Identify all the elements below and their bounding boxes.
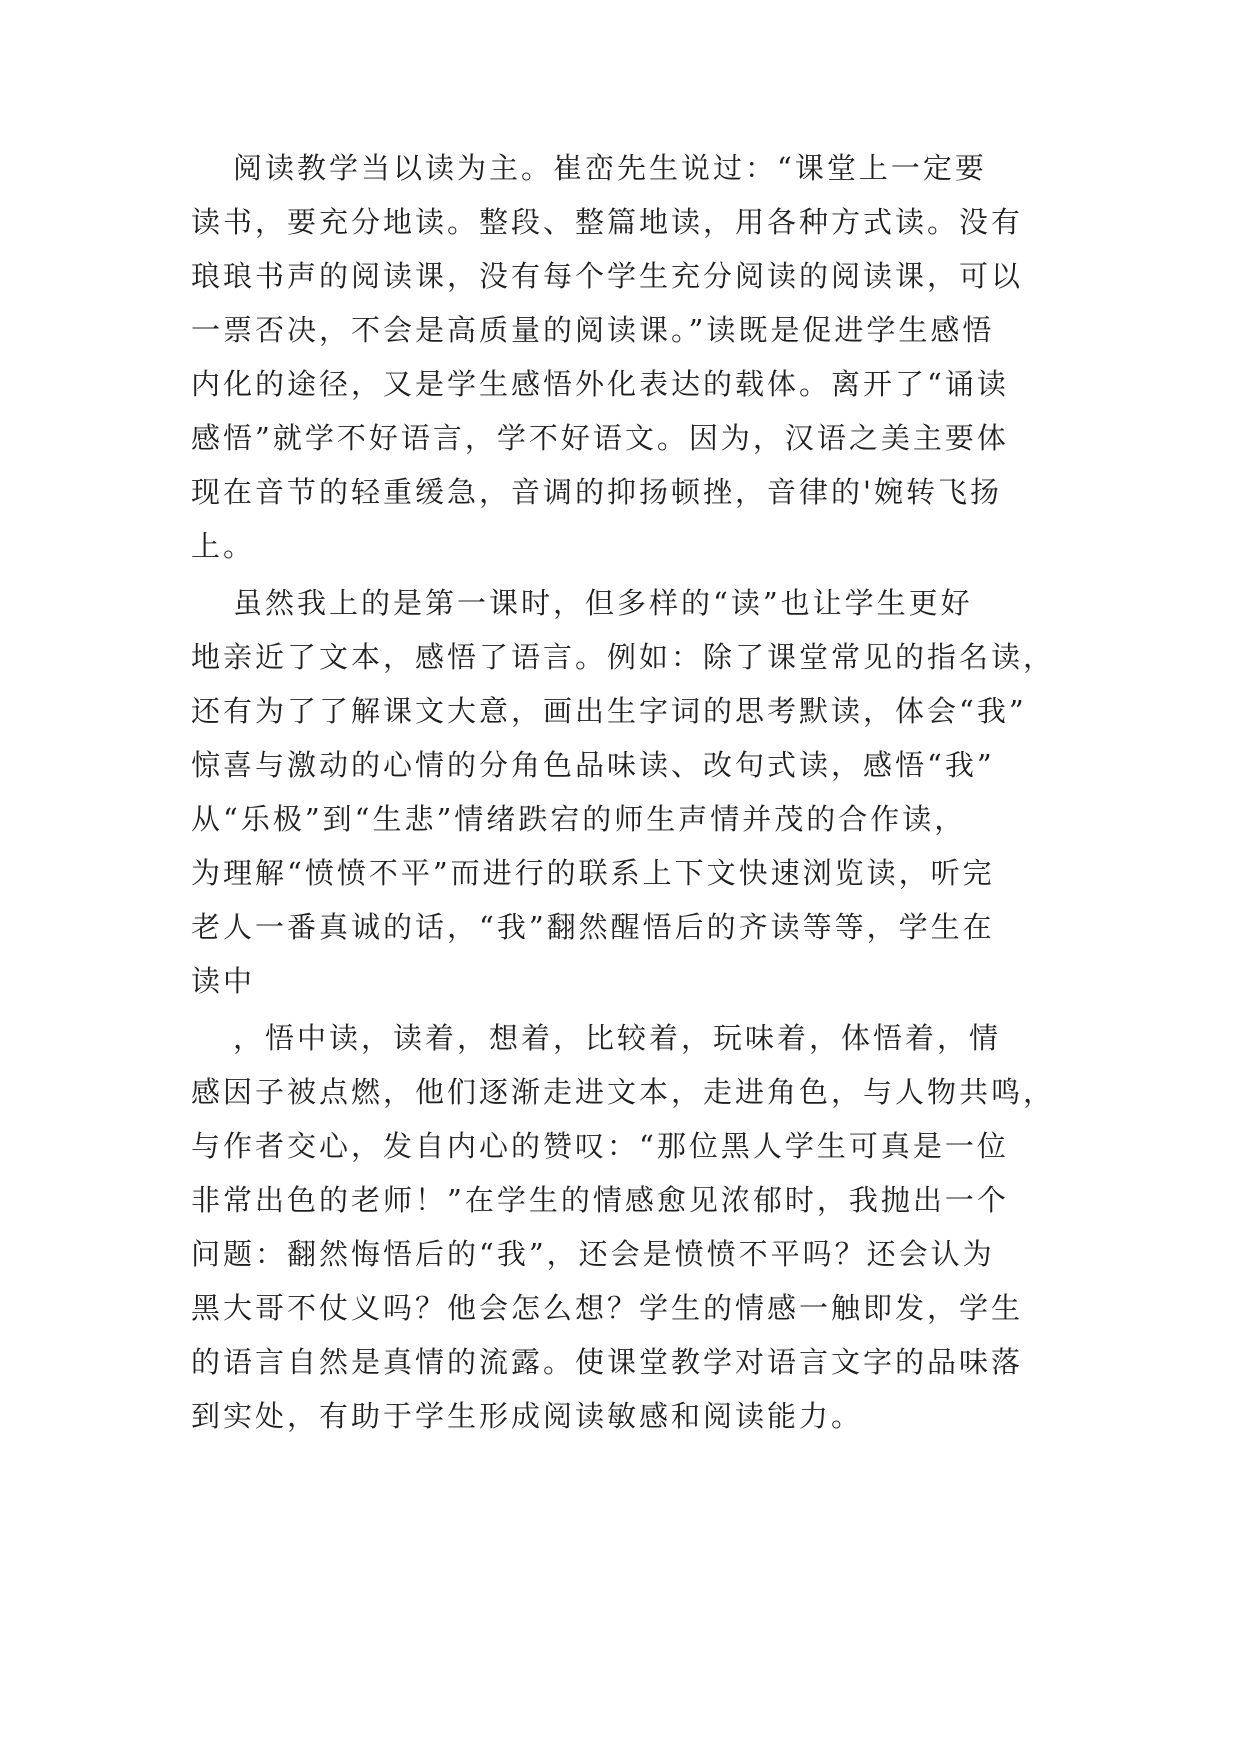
paragraph-line: 琅琅书声的阅读课，没有每个学生充分阅读的阅读课，可以: [191, 259, 1024, 293]
paragraph-line: 感因子被点燃，他们逐渐走进文本，走进角色，与人物共鸣，: [191, 1075, 1056, 1109]
paragraph-line: 内化的途径，又是学生感悟外化表达的载体。离开了“诵读: [191, 367, 1009, 401]
paragraph-line: 一票否决，不会是高质量的阅读课。”读既是促进学生感悟: [191, 313, 995, 347]
paragraph-line: 黑大哥不仗义吗？他会怎么想？学生的情感一触即发，学生: [191, 1291, 1024, 1325]
paragraph-line: 地亲近了文本，感悟了语言。例如：除了课堂常见的指名读，: [191, 640, 1056, 674]
paragraph-line: ，悟中读，读着，想着，比较着，玩味着，体悟着，情: [233, 1021, 1002, 1055]
paragraph-line: 惊喜与激动的心情的分角色品味读、改句式读，感悟“我”: [191, 748, 995, 782]
paragraph-line: 为理解“愤愤不平”而进行的联系上下文快速浏览读，听完: [191, 856, 995, 890]
paragraph-line: 读中: [191, 964, 256, 998]
paragraph-line: 的语言自然是真情的流露。使课堂教学对语言文字的品味落: [191, 1345, 1024, 1379]
paragraph-line: 还有为了了解课文大意，画出生字词的思考默读，体会“我”: [191, 694, 1027, 728]
paragraph-line: 与作者交心，发自内心的赞叹：“那位黑人学生可真是一位: [191, 1129, 1009, 1163]
paragraph-line: 读书，要充分地读。整段、整篇地读，用各种方式读。没有: [191, 205, 1024, 239]
paragraph-line: 感悟”就学不好语言，学不好语文。因为，汉语之美主要体: [191, 421, 1009, 455]
paragraph-line: 从“乐极”到“生悲”情绪跌宕的师生声情并茂的合作读，: [191, 802, 967, 836]
paragraph-line: 老人一番真诚的话，“我”翻然醒悟后的齐读等等，学生在: [191, 910, 995, 944]
paragraph-line: 到实处，有助于学生形成阅读敏感和阅读能力。: [191, 1399, 864, 1433]
paragraph-line: 虽然我上的是第一课时，但多样的“读”也让学生更好: [233, 586, 973, 620]
paragraph-line: 阅读教学当以读为主。崔峦先生说过：“课堂上一定要: [233, 151, 987, 185]
paragraph-line: 问题：翻然悔悟后的“我”，还会是愤愤不平吗？还会认为: [191, 1237, 995, 1271]
paragraph-line: 现在音节的轻重缓急，音调的抑扬顿挫，音律的'婉转飞扬: [191, 475, 1002, 509]
paragraph-line: 非常出色的老师！”在学生的情感愈见浓郁时，我抛出一个: [191, 1183, 1009, 1217]
paragraph-line: 上。: [191, 529, 256, 563]
